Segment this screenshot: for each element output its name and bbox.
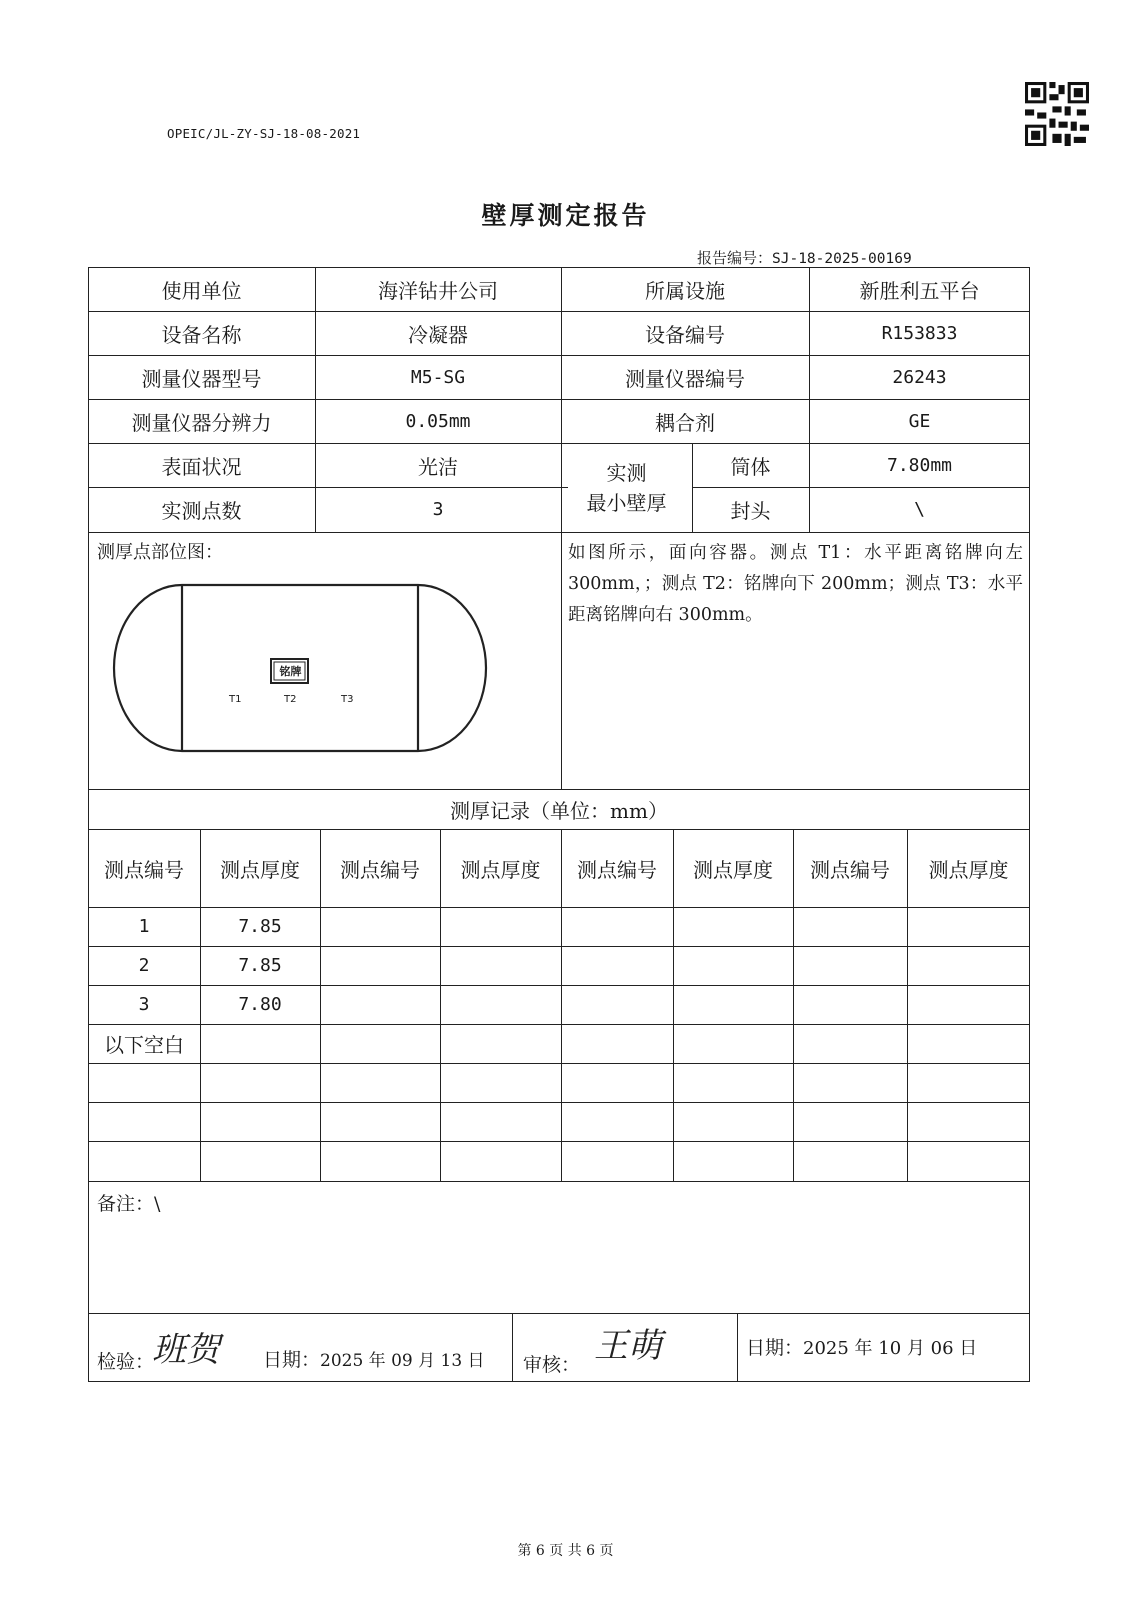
value-point-count: 3 [432, 499, 444, 520]
col-header-thickness-4: 测点厚度 [928, 857, 1009, 882]
inspector-signature: 班贺 [152, 1330, 220, 1370]
label-equipment-name: 设备名称 [161, 322, 242, 347]
label-instrument-no: 测量仪器编号 [625, 366, 745, 391]
value-facility: 新胜利五平台 [859, 278, 980, 303]
label-point-count: 实测点数 [161, 499, 242, 523]
table-row-3-thickness: 7.80 [238, 994, 282, 1015]
report-number-label: 报告编号： [697, 249, 773, 267]
value-surface: 光洁 [418, 454, 458, 479]
diagram-description: 如图所示，面向容器。测点 T1：水平距离铭牌向左 300mm，；测点 T2：铭牌向下 200mm；测点 T3：水平距离铭牌向右 300mm。 [568, 543, 1023, 625]
value-shell: 7.80mm [886, 454, 953, 476]
review-date-value: 2025 年 10 月 06 日 [803, 1338, 978, 1359]
remarks-label: 备注： [97, 1193, 155, 1215]
label-head: 封头 [730, 499, 771, 523]
qr-code-icon [1025, 82, 1089, 146]
col-header-point-no-2: 测点编号 [340, 857, 420, 882]
remarks-value: \ [154, 1193, 161, 1215]
value-user-unit: 海洋钻井公司 [378, 278, 498, 303]
inspect-date [263, 1345, 485, 1372]
table-row-3-point: 3 [138, 994, 150, 1015]
col-header-point-no-4: 测点编号 [810, 857, 890, 882]
label-couplant: 耦合剂 [655, 410, 715, 435]
col-header-point-no-3: 测点编号 [577, 857, 657, 882]
page-title: 壁厚测定报告 [481, 201, 650, 230]
point-t2: T2 [284, 694, 297, 705]
value-head: \ [914, 499, 925, 520]
label-min-thickness [561, 443, 692, 532]
inspect-date-label: 日期： [263, 1349, 321, 1371]
col-header-point-no-1: 测点编号 [104, 857, 184, 882]
value-instrument-no: 26243 [892, 366, 947, 388]
table-row-1-thickness: 7.85 [238, 916, 282, 937]
inspect-label: 检验： [97, 1351, 155, 1373]
table-row-1-point: 1 [138, 916, 150, 937]
value-resolution: 0.05mm [405, 410, 471, 432]
report-number-value: SJ-18-2025-00169 [772, 251, 912, 267]
table-row-2-point: 2 [138, 955, 150, 976]
col-header-thickness-1: 测点厚度 [220, 857, 300, 882]
reviewer-signature: 王萌 [594, 1326, 662, 1366]
table-row-2-thickness: 7.85 [238, 955, 282, 976]
label-min-thickness-line1: 实测 [606, 460, 647, 485]
label-instrument-model: 测量仪器型号 [141, 366, 262, 391]
remarks [97, 1189, 160, 1216]
value-instrument-model: M5-SG [410, 366, 466, 388]
page-number: 第 6 页 共 6 页 [517, 1543, 614, 1559]
records-title: 测厚记录（单位：mm） [450, 798, 668, 823]
label-surface: 表面状况 [161, 454, 242, 479]
inspect-date-value: 2025 年 09 月 13 日 [320, 1351, 485, 1371]
label-facility: 所属设施 [645, 278, 725, 303]
value-couplant: GE [908, 410, 931, 432]
diagram-label: 测厚点部位图： [97, 542, 223, 563]
nameplate-label: 铭牌 [279, 665, 302, 678]
point-t1: T1 [229, 694, 242, 705]
col-header-thickness-3: 测点厚度 [693, 857, 773, 882]
point-t3: T3 [341, 694, 354, 705]
review-label: 审核： [523, 1354, 581, 1376]
review-date [746, 1333, 977, 1360]
table-row-blank-note: 以下空白 [104, 1033, 184, 1057]
value-equipment-no: R153833 [881, 322, 958, 344]
label-shell: 筒体 [730, 454, 771, 479]
document-code: OPEIC/JL-ZY-SJ-18-08-2021 [167, 126, 361, 141]
review-date-label: 日期： [746, 1337, 804, 1359]
value-equipment-name: 冷凝器 [408, 322, 468, 347]
label-resolution: 测量仪器分辨力 [131, 410, 272, 435]
label-user-unit: 使用单位 [161, 278, 242, 303]
label-min-thickness-line2: 最小壁厚 [586, 490, 667, 515]
label-equipment-no: 设备编号 [645, 322, 725, 347]
col-header-thickness-2: 测点厚度 [460, 857, 541, 882]
report-number [697, 247, 912, 268]
